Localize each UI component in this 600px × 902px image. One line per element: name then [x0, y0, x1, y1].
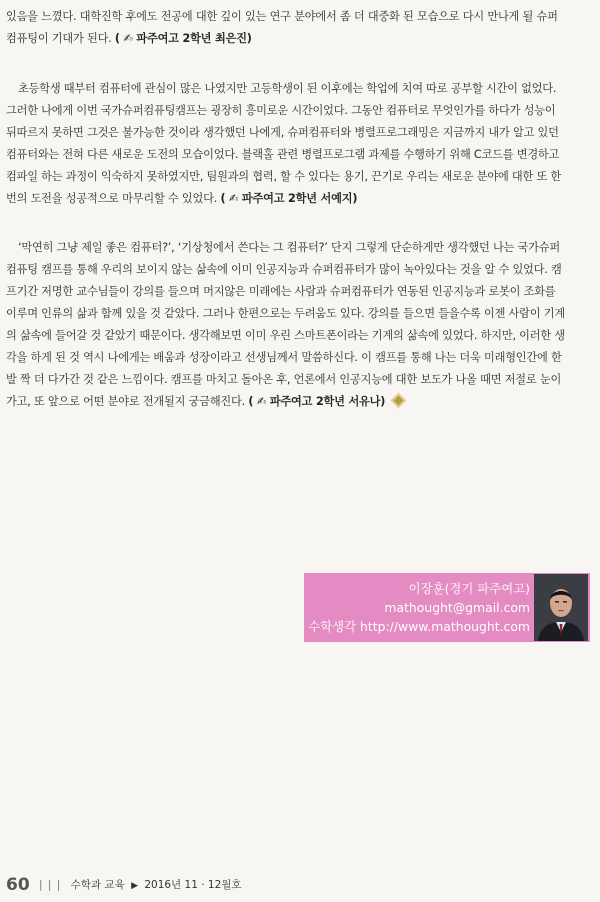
author-card	[304, 573, 590, 642]
paragraph-line: 의 삶속에 들어갈 것 같았기 때문이다. 생각해보면 이미 우린 스마트폰이라는 기계의 삶속에 있었다. 하지만, 이러한 생	[6, 329, 565, 342]
paragraph-line	[6, 188, 584, 210]
portrait-icon	[534, 574, 588, 641]
paragraph-line: 이루며 인류의 삶과 함께 있을 것 같았다. 그러나 한편으로는 두려움도 있다. 강의를 들으면 들을수록 이젠 사람이 기계	[6, 307, 565, 320]
diamond-ornament-icon	[391, 393, 407, 409]
paragraph-line: 그러한 나에게 이번 국가슈퍼컴퓨팅캠프는 굉장히 흥미로운 시간이었다. 그동안 컴퓨터로 무엇인가를 하다가 성능이	[6, 104, 556, 117]
author-name: 이장훈(경기 파주여고)	[408, 581, 530, 596]
author-email[interactable]: mathought@gmail.com	[384, 600, 530, 615]
issue-date: 2016년 11 · 12월호	[144, 879, 242, 891]
journal-name: 수학과 교육	[70, 879, 125, 891]
signature: ( ✍ 파주여고 2학년 최은진)	[114, 32, 252, 45]
footer-divider: | | |	[39, 879, 62, 891]
paragraph-1	[6, 6, 584, 50]
paragraph-line: 각을 하게 된 것 역시 나에게는 배움과 성장이라고 선생님께서 말씀하신다. 이 캠프를 통해 나는 더욱 미래형인간에 한	[6, 351, 562, 364]
paragraph-line: 있음을 느꼈다. 대학진학 후에도 전공에 대한 깊이 있는 연구 분야에서 좀 더 대중화 된 모습으로 다시 만나게 될 슈퍼	[6, 10, 558, 23]
paragraph-line: 프기간 저명한 교수님들이 강의를 들으며 머지않은 미래에는 사람과 슈퍼컴퓨터가 연동된 인공지능과 로봇이 조화를	[6, 285, 556, 298]
paragraph-line: 초등학생 때부터 컴퓨터에 관심이 많은 나였지만 고등학생이 된 이후에는 학업에 치여 따로 공부할 시간이 없었다.	[18, 82, 557, 95]
paragraph-line: ‘막연히 그냥 제일 좋은 컴퓨터?’, ‘기상청에서 쓴다는 그 컴퓨터?’ 단지 그렇게 단순하게만 생각했던 나는 국가슈퍼	[18, 241, 560, 254]
signature: ( ✍ 파주여고 2학년 서예지)	[220, 192, 358, 205]
paragraph-line: 발 짝 더 다가간 것 같은 느낌이다. 캠프를 마치고 돌아온 후, 언론에서 인공지능에 대한 보도가 나올 때면 저절로 눈이	[6, 373, 562, 386]
paragraph-line	[6, 28, 584, 50]
paragraph-line: 컴퓨팅 캠프를 통해 우리의 보이지 않는 삶속에 이미 인공지능과 슈퍼컴퓨터가 많이 녹아있다는 것을 알 수 있었다. 캠	[6, 263, 562, 276]
author-site[interactable]: 수학생각 http://www.mathought.com	[308, 619, 530, 634]
paragraph-2	[6, 78, 584, 210]
author-photo	[534, 574, 588, 641]
paragraph-line: 뒤따르지 못하면 그것은 불가능한 것이라 생각했던 나에게, 슈퍼컴퓨터와 병렬프로그래밍은 지금까지 내가 알고 있던	[6, 126, 559, 139]
line-text: 컴퓨팅이 기대가 된다.	[6, 32, 115, 45]
line-text: 번의 도전을 성공적으로 마무리할 수 있었다.	[6, 192, 221, 205]
page-number: 60	[6, 875, 30, 895]
signature: ( ✍ 파주여고 2학년 서유나)	[248, 395, 386, 408]
triangle-right-icon: ▶	[131, 881, 138, 891]
paragraph-line	[6, 391, 584, 413]
line-text: 가고, 또 앞으로 어떤 분야로 전개될지 궁금해진다.	[6, 395, 249, 408]
paragraph-3	[6, 237, 584, 413]
author-info	[308, 579, 530, 636]
paragraph-line: 컴퓨터와는 전혀 다른 새로운 도전의 모습이었다. 블랙홀 관련 병렬프로그램 과제를 수행하기 위해 C코드를 변경하고	[6, 148, 560, 161]
paragraph-line: 컴파일 하는 과정이 익숙하지 못하였지만, 팀원과의 협력, 할 수 있다는 용기, 끈기로 우리는 새로운 분야에 대한 또 한	[6, 170, 562, 183]
page-footer	[6, 875, 242, 895]
